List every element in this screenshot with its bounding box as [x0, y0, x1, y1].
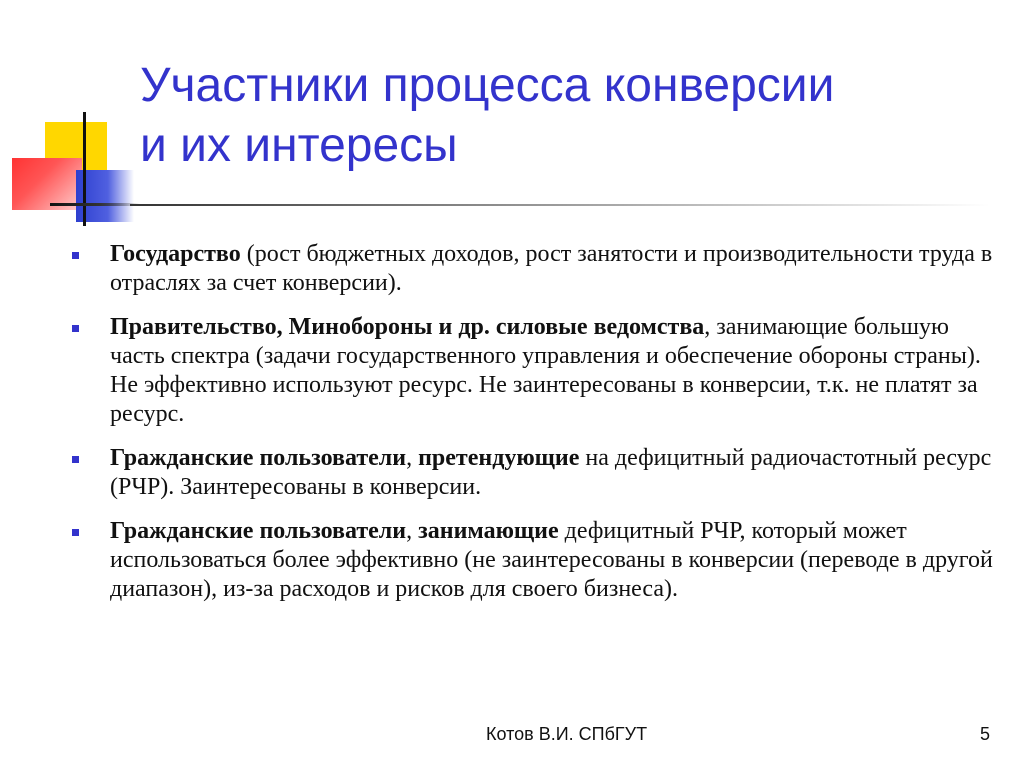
bullet-text: ,: [406, 518, 419, 544]
bullet-marker-icon: [72, 252, 79, 259]
bullet-bold-text: Правительство, Минобороны и др. силовые ведомства: [110, 314, 705, 340]
bullet-item: [70, 444, 1000, 502]
bullet-text: (рост бюджетных доходов, рост занятости и производительности труда в отраслях за счет конверсии).: [110, 241, 993, 296]
bullet-list: [70, 240, 1000, 619]
bullet-text: , занимающие большую часть спектра (задачи государственного управления и обеспечение обороны страны). Не эффективно используют ресурс. Не заинтересованы в конверсии, т.к. не платят за ресурс.: [110, 314, 981, 427]
bullet-text-2: на дефицитный радиочастотный ресурс (РЧР). Заинтересованы в конверсии.: [110, 445, 992, 500]
page-number: 5: [980, 724, 991, 744]
bullet-marker-icon: [72, 456, 79, 463]
slide-title: [140, 56, 1000, 176]
bullet-item: [70, 240, 1000, 298]
bullet-bold-text-2: занимающие: [418, 518, 559, 544]
decoration-vertical-line: [83, 112, 86, 226]
bullet-bold-text: Государство: [110, 241, 241, 267]
bullet-text-2: дефицитный РЧР, который может использоваться более эффективно (не заинтересованы в конверсии (переводе в другой диапазон), из-за расходов и рисков для своего бизнеса).: [110, 518, 993, 602]
bullet-bold-text-2: претендующие: [418, 445, 580, 471]
title-decoration: [0, 0, 140, 230]
bullet-item: [70, 313, 1000, 429]
bullet-bold-text: Гражданские пользователи: [110, 518, 407, 544]
title-underline: [130, 204, 990, 206]
bullet-marker-icon: [72, 529, 79, 536]
bullet-marker-icon: [72, 325, 79, 332]
slide-footer: Котов В.И. СПбГУТ: [486, 724, 648, 744]
bullet-text: ,: [406, 445, 419, 471]
decoration-horizontal-line: [50, 203, 140, 206]
slide-title-line-2: и их интересы: [140, 119, 458, 172]
bullet-bold-text: Гражданские пользователи: [110, 445, 407, 471]
bullet-item: [70, 517, 1000, 604]
slide-title-line-1: Участники процесса конверсии: [140, 59, 835, 112]
